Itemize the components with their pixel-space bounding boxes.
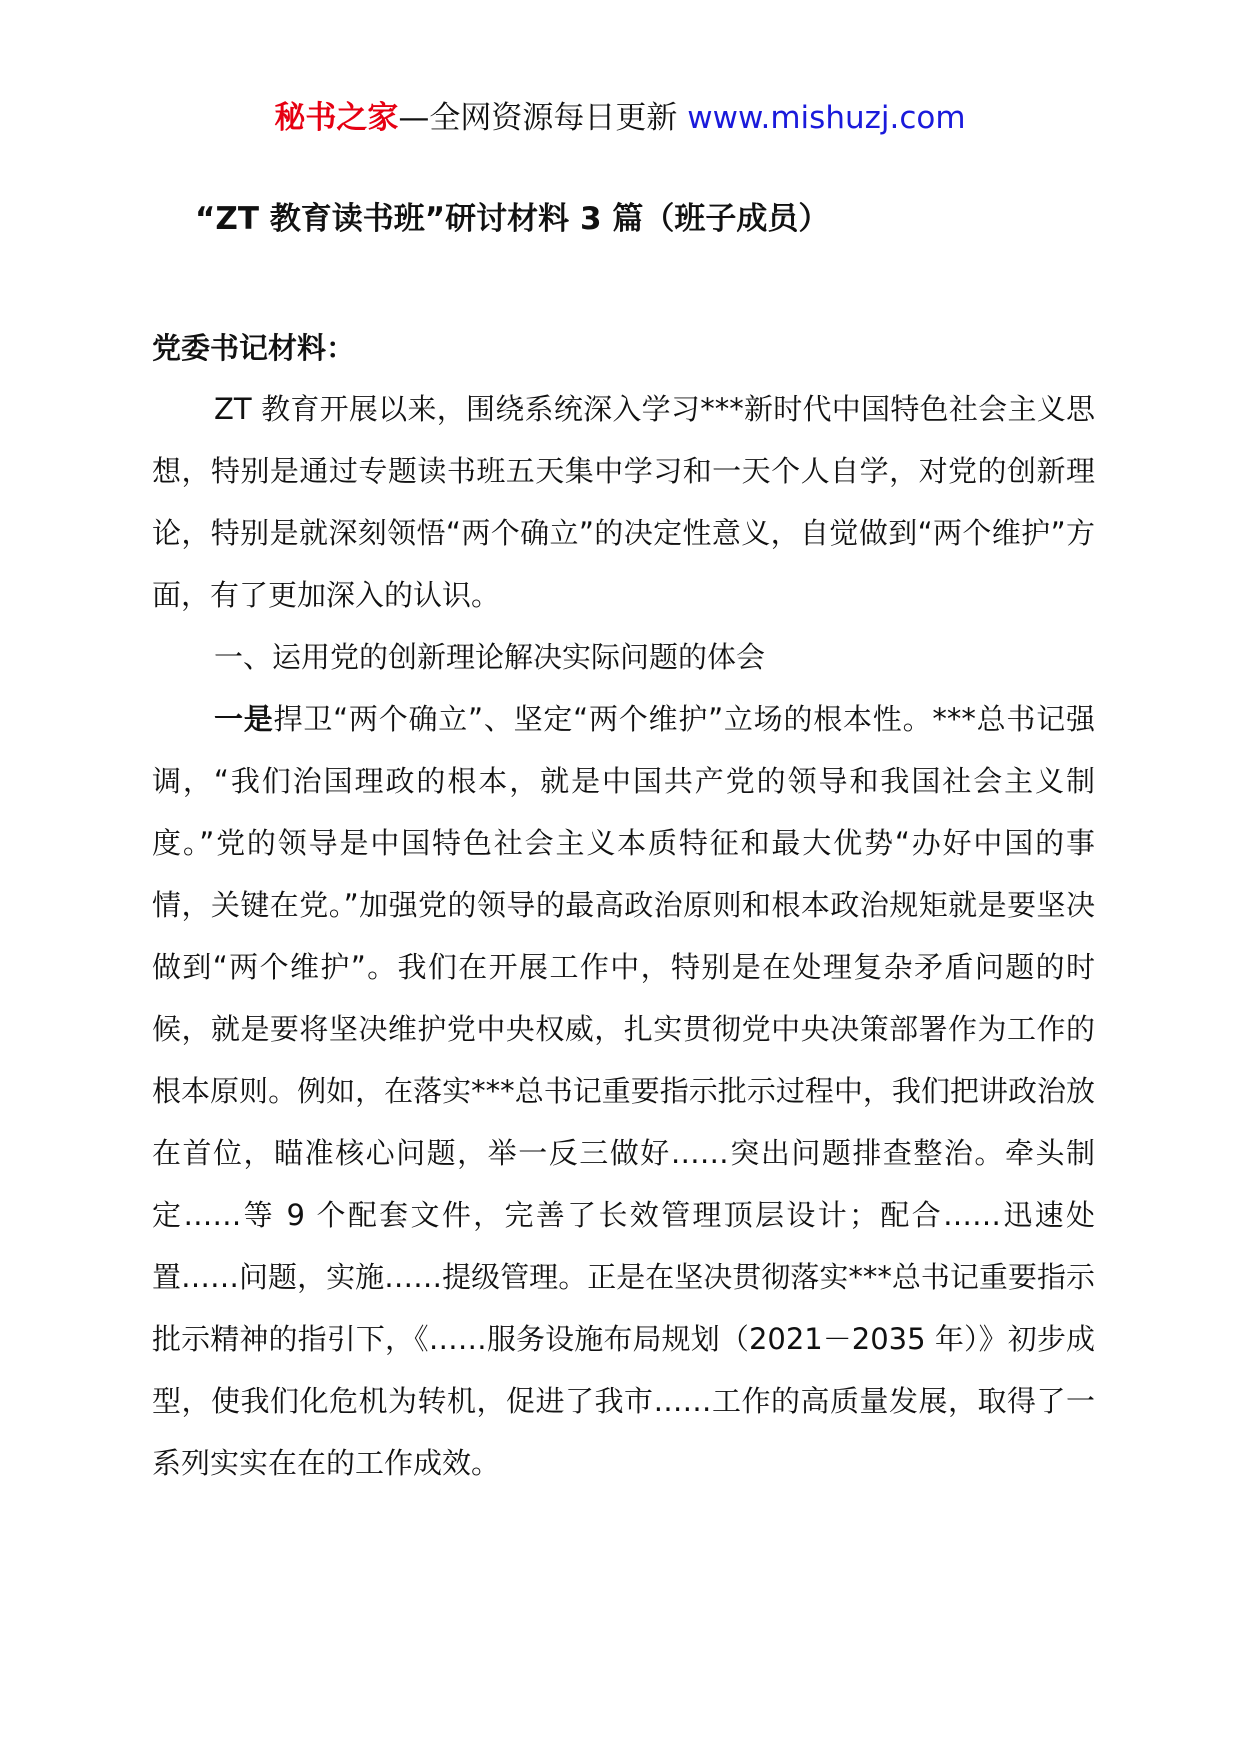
site-url[interactable]: www.mishuzj.com — [687, 100, 966, 136]
point-text: 捍卫“两个确立”、坚定“两个维护”立场的根本性。***总书记强调，“我们治国理政的根本，就是中国共产党的领导和我国社会主义制度。”党的领导是中国特色社会主义本质特征和最大优势“办好中国的事情，关键在党。”加强党的领导的最高政治原则和根本政治规矩就是要坚决做到“两个维护”。我们在开展工作中，特别是在处理复杂矛盾问题的时候，就是要将坚决维护党中央权威，扎实贯彻党中央决策部署作为工作的根本原则。例如，在落实***总书记重要指示批示过程中，我们把讲政治放在首位，瞄准核心问题，举一反三做好……突出问题排查整治。牵头制定……等 9 个配套文件，完善了长效管理顶层设计；配合……迅速处置……问题，实施……提级管理。正是在坚决贯彻落实***总书记重要指示批示精神的指引下，《……服务设施布局规划（2021－2035 年）》初步成型，使我们化危机为转机，促进了我市……工作的高质量发展，取得了一系列实实在在的工作成效。 — [152, 702, 1095, 1480]
section-heading: 党委书记材料： — [152, 331, 356, 365]
brand-name: 秘书之家 — [274, 100, 399, 136]
point-lead: 一是 — [214, 702, 274, 736]
paragraph-intro: ZT 教育开展以来，围绕系统深入学习***新时代中国特色社会主义思想，特别是通过专题读书班五天集中学习和一天个人自学，对党的创新理论，特别是就深刻领悟“两个确立”的决定性意义，自觉做到“两个维护”方面，有了更加深入的认识。 — [152, 392, 1095, 612]
site-header — [0, 98, 1240, 138]
header-slogan: —全网资源每日更新 — [398, 100, 688, 136]
paragraph-point-one — [152, 688, 1095, 1494]
document-body — [152, 378, 1095, 1494]
paragraph-subheading: 一、运用党的创新理论解决实际问题的体会 — [214, 640, 766, 674]
document-title: “ZT 教育读书班”研讨材料 3 篇（班子成员） — [195, 201, 830, 237]
